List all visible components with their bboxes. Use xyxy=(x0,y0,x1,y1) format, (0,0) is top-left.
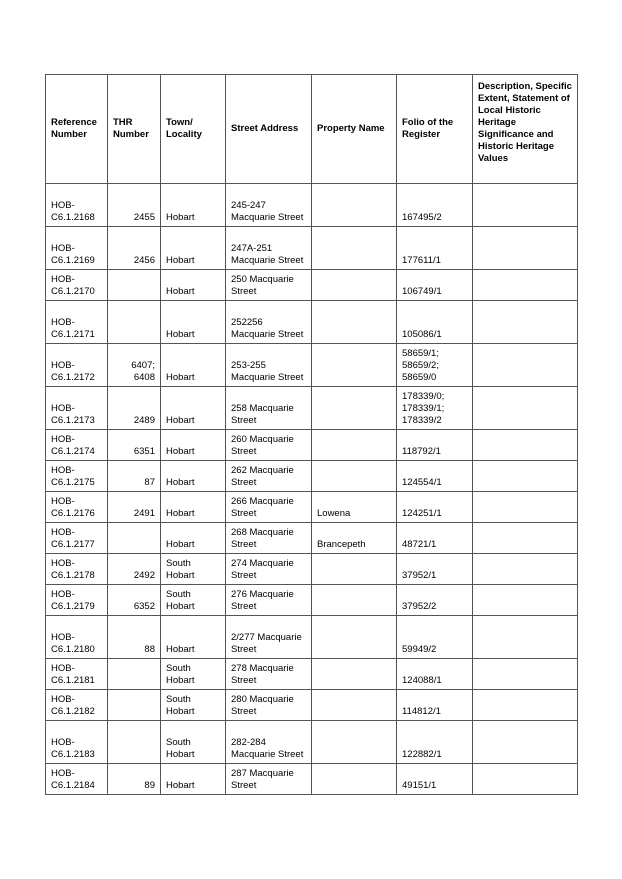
description-cell xyxy=(473,430,578,461)
reference-cell: HOB-C6.1.2172 xyxy=(46,344,108,387)
street-cell: 2/277 Macquarie Street xyxy=(226,616,312,659)
thr-cell xyxy=(108,523,161,554)
reference-cell: HOB-C6.1.2169 xyxy=(46,227,108,270)
town-cell: Hobart xyxy=(161,344,226,387)
reference-cell: HOB-C6.1.2170 xyxy=(46,270,108,301)
street-cell: 274 Macquarie Street xyxy=(226,554,312,585)
table-row xyxy=(46,430,578,461)
table-row xyxy=(46,585,578,616)
header-row xyxy=(46,75,578,184)
street-cell: 253-255 Macquarie Street xyxy=(226,344,312,387)
table-row xyxy=(46,227,578,270)
description-cell xyxy=(473,492,578,523)
table-row xyxy=(46,690,578,721)
description-cell xyxy=(473,344,578,387)
town-cell: Hobart xyxy=(161,492,226,523)
table-row xyxy=(46,764,578,795)
thr-cell: 2455 xyxy=(108,184,161,227)
thr-cell: 2491 xyxy=(108,492,161,523)
town-cell: South Hobart xyxy=(161,554,226,585)
thr-cell: 2456 xyxy=(108,227,161,270)
thr-cell: 87 xyxy=(108,461,161,492)
thr-cell xyxy=(108,690,161,721)
folio-cell: 122882/1 xyxy=(397,721,473,764)
table-row xyxy=(46,659,578,690)
description-cell xyxy=(473,690,578,721)
description-cell xyxy=(473,523,578,554)
town-cell: Hobart xyxy=(161,387,226,430)
folio-cell: 37952/1 xyxy=(397,554,473,585)
description-cell xyxy=(473,461,578,492)
reference-cell: HOB-C6.1.2183 xyxy=(46,721,108,764)
thr-cell: 6352 xyxy=(108,585,161,616)
street-cell: 287 Macquarie Street xyxy=(226,764,312,795)
folio-cell: 49151/1 xyxy=(397,764,473,795)
folio-cell: 124088/1 xyxy=(397,659,473,690)
table-row xyxy=(46,616,578,659)
street-cell: 278 Macquarie Street xyxy=(226,659,312,690)
heritage-register-table xyxy=(45,74,578,795)
street-cell: 252256 Macquarie Street xyxy=(226,301,312,344)
table-row xyxy=(46,344,578,387)
description-cell xyxy=(473,721,578,764)
folio-cell: 124554/1 xyxy=(397,461,473,492)
col-reference-number: Reference Number xyxy=(46,75,108,184)
thr-cell: 2492 xyxy=(108,554,161,585)
reference-cell: HOB-C6.1.2177 xyxy=(46,523,108,554)
street-cell: 282-284 Macquarie Street xyxy=(226,721,312,764)
reference-cell: HOB-C6.1.2171 xyxy=(46,301,108,344)
reference-cell: HOB-C6.1.2179 xyxy=(46,585,108,616)
folio-cell: 178339/0; 178339/1; 178339/2 xyxy=(397,387,473,430)
description-cell xyxy=(473,184,578,227)
street-cell: 250 Macquarie Street xyxy=(226,270,312,301)
town-cell: Hobart xyxy=(161,430,226,461)
col-street-address: Street Address xyxy=(226,75,312,184)
town-cell: Hobart xyxy=(161,227,226,270)
street-cell: 245-247 Macquarie Street xyxy=(226,184,312,227)
town-cell: South Hobart xyxy=(161,690,226,721)
folio-cell: 58659/1; 58659/2; 58659/0 xyxy=(397,344,473,387)
folio-cell: 37952/2 xyxy=(397,585,473,616)
reference-cell: HOB-C6.1.2175 xyxy=(46,461,108,492)
property-name-cell xyxy=(312,554,397,585)
property-name-cell: Lowena xyxy=(312,492,397,523)
property-name-cell xyxy=(312,227,397,270)
thr-cell xyxy=(108,721,161,764)
town-cell: Hobart xyxy=(161,764,226,795)
col-description: Description, Specific Extent, Statement of Local Historic Heritage Significance and Historic Heritage Values xyxy=(473,75,578,184)
col-thr-number: THR Number xyxy=(108,75,161,184)
street-cell: 268 Macquarie Street xyxy=(226,523,312,554)
reference-cell: HOB-C6.1.2178 xyxy=(46,554,108,585)
description-cell xyxy=(473,301,578,344)
reference-cell: HOB-C6.1.2174 xyxy=(46,430,108,461)
folio-cell: 124251/1 xyxy=(397,492,473,523)
table-row xyxy=(46,301,578,344)
table-row xyxy=(46,461,578,492)
property-name-cell xyxy=(312,585,397,616)
description-cell xyxy=(473,659,578,690)
col-property-name: Property Name xyxy=(312,75,397,184)
reference-cell: HOB-C6.1.2184 xyxy=(46,764,108,795)
thr-cell xyxy=(108,301,161,344)
table-row xyxy=(46,270,578,301)
folio-cell: 118792/1 xyxy=(397,430,473,461)
description-cell xyxy=(473,227,578,270)
reference-cell: HOB-C6.1.2180 xyxy=(46,616,108,659)
town-cell: Hobart xyxy=(161,270,226,301)
description-cell xyxy=(473,387,578,430)
property-name-cell xyxy=(312,387,397,430)
property-name-cell xyxy=(312,301,397,344)
table-row xyxy=(46,721,578,764)
street-cell: 280 Macquarie Street xyxy=(226,690,312,721)
property-name-cell xyxy=(312,659,397,690)
town-cell: South Hobart xyxy=(161,721,226,764)
thr-cell: 6351 xyxy=(108,430,161,461)
property-name-cell xyxy=(312,690,397,721)
property-name-cell xyxy=(312,461,397,492)
property-name-cell xyxy=(312,616,397,659)
reference-cell: HOB-C6.1.2182 xyxy=(46,690,108,721)
folio-cell: 177611/1 xyxy=(397,227,473,270)
table-row xyxy=(46,554,578,585)
street-cell: 260 Macquarie Street xyxy=(226,430,312,461)
town-cell: South Hobart xyxy=(161,585,226,616)
property-name-cell xyxy=(312,430,397,461)
thr-cell: 6407; 6408 xyxy=(108,344,161,387)
folio-cell: 59949/2 xyxy=(397,616,473,659)
thr-cell xyxy=(108,270,161,301)
description-cell xyxy=(473,585,578,616)
thr-cell: 2489 xyxy=(108,387,161,430)
town-cell: Hobart xyxy=(161,616,226,659)
property-name-cell xyxy=(312,721,397,764)
folio-cell: 105086/1 xyxy=(397,301,473,344)
street-cell: 247A-251 Macquarie Street xyxy=(226,227,312,270)
thr-cell xyxy=(108,659,161,690)
reference-cell: HOB-C6.1.2173 xyxy=(46,387,108,430)
description-cell xyxy=(473,270,578,301)
table-row xyxy=(46,492,578,523)
description-cell xyxy=(473,554,578,585)
property-name-cell xyxy=(312,344,397,387)
folio-cell: 106749/1 xyxy=(397,270,473,301)
property-name-cell: Brancepeth xyxy=(312,523,397,554)
property-name-cell xyxy=(312,184,397,227)
street-cell: 262 Macquarie Street xyxy=(226,461,312,492)
thr-cell: 89 xyxy=(108,764,161,795)
col-folio: Folio of the Register xyxy=(397,75,473,184)
property-name-cell xyxy=(312,764,397,795)
town-cell: Hobart xyxy=(161,301,226,344)
folio-cell: 48721/1 xyxy=(397,523,473,554)
town-cell: Hobart xyxy=(161,184,226,227)
col-town-locality: Town/ Locality xyxy=(161,75,226,184)
description-cell xyxy=(473,764,578,795)
town-cell: Hobart xyxy=(161,461,226,492)
reference-cell: HOB-C6.1.2181 xyxy=(46,659,108,690)
street-cell: 266 Macquarie Street xyxy=(226,492,312,523)
street-cell: 258 Macquarie Street xyxy=(226,387,312,430)
town-cell: Hobart xyxy=(161,523,226,554)
reference-cell: HOB-C6.1.2176 xyxy=(46,492,108,523)
folio-cell: 114812/1 xyxy=(397,690,473,721)
reference-cell: HOB-C6.1.2168 xyxy=(46,184,108,227)
table-row xyxy=(46,387,578,430)
table-row xyxy=(46,184,578,227)
table-row xyxy=(46,523,578,554)
folio-cell: 167495/2 xyxy=(397,184,473,227)
property-name-cell xyxy=(312,270,397,301)
street-cell: 276 Macquarie Street xyxy=(226,585,312,616)
description-cell xyxy=(473,616,578,659)
town-cell: South Hobart xyxy=(161,659,226,690)
thr-cell: 88 xyxy=(108,616,161,659)
